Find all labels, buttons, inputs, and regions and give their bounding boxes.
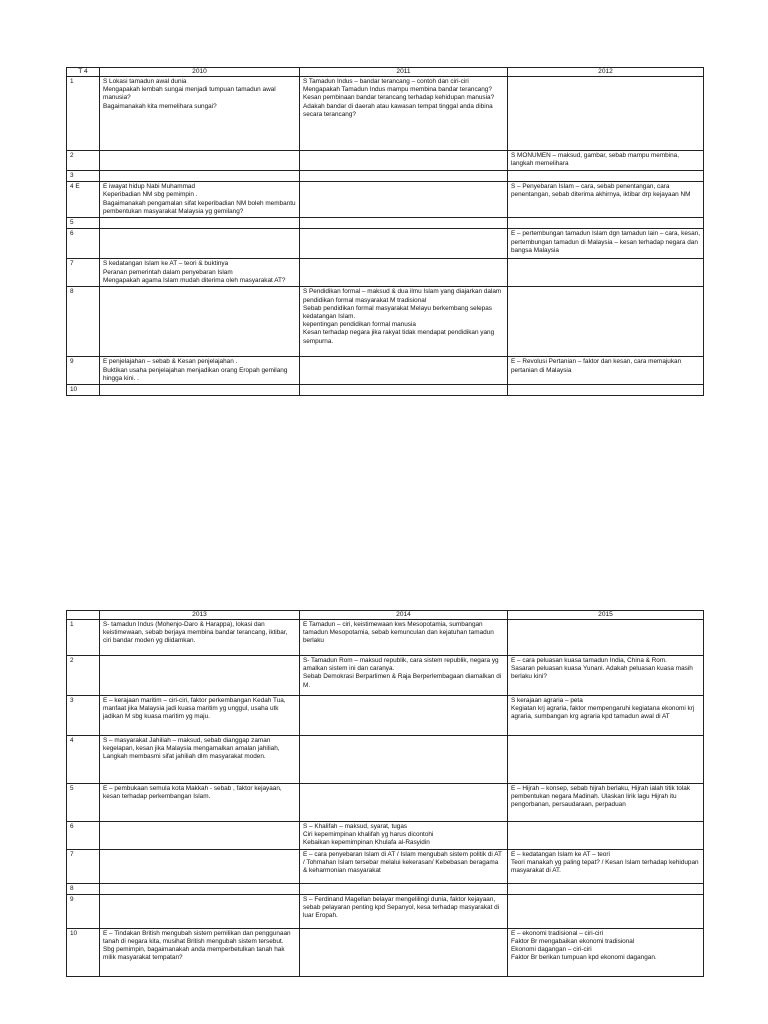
topic-line: S kerajaan agraria – peta [511, 697, 583, 704]
row-number-cell: 5 [67, 784, 100, 822]
topic-cell [508, 849, 704, 883]
topic-cell [100, 784, 300, 822]
header-cell-year: 2015 [508, 611, 704, 620]
topic-line: E – cara penyebaran Islam di AT / Islam mengubah sistem politik di AT / Tohmahan Islam tersebar melalui kekerasan/ Kebebasan beragama & keharmonian masyarakat [303, 850, 502, 875]
row-number-cell: 8 [67, 287, 100, 357]
topic-cell [300, 883, 508, 894]
topic-line: Sebab pendidikan formal masyarakat Melayu berkembang selepas kedatangan Islam. [303, 304, 492, 321]
header-cell-form: T 4 [67, 68, 100, 77]
topic-cell [100, 182, 300, 218]
topic-line: Mengapakah lembah sungai menjadi tumpuan tamadun awal manusia? [103, 86, 276, 102]
table-row [67, 883, 704, 894]
table-row [67, 259, 704, 287]
topic-cell [100, 822, 300, 850]
topic-cell [100, 620, 300, 656]
topic-cell [508, 883, 704, 894]
topic-line: E iwayat hidup Nabi Muhammad [103, 183, 195, 191]
topic-cell [508, 385, 704, 396]
topic-cell [300, 656, 508, 696]
topic-cell [300, 357, 508, 385]
row-number-cell: 10 [67, 385, 100, 396]
topic-cell [300, 620, 508, 656]
header-row [67, 68, 704, 77]
topic-line: kepentingan pendidikan formal manusia [303, 321, 416, 329]
topic-line: Langkah membasmi sifat jahiliah dlm masyarakat moden. [103, 753, 266, 761]
topic-cell [508, 151, 704, 171]
topic-cell [100, 287, 300, 357]
topic-cell [100, 656, 300, 696]
topic-cell [100, 151, 300, 171]
topic-cell [100, 357, 300, 385]
topic-cell [100, 229, 300, 259]
topic-line: S Pendidikan formal – maksud & dua ilmu Islam yang diajarkan dalam pendidikan formal masyarakat M tradisional [303, 288, 502, 304]
topic-line: Peranan pemerintah dalam penyebaran Islam [103, 268, 233, 276]
topic-cell [100, 736, 300, 784]
table-row [67, 229, 704, 259]
topic-line: Bagaimanakah kita memelihara sungai? [103, 102, 217, 110]
row-number-cell: 1 [67, 77, 100, 151]
table-row [67, 736, 704, 784]
topic-line: S Lokasi tamadun awal dunia [103, 78, 187, 85]
topic-line: E penjelajahan – sebab & Kesan penjelajahan . [103, 358, 238, 366]
topic-cell [300, 77, 508, 151]
topic-line: Bagaimanakah pengamalan sifat keperibadian NM boleh membantu pembentukan masyarakat Malaysia yg gemilang? [103, 199, 296, 215]
row-number-cell: 3 [67, 696, 100, 736]
topic-line: E Tamadun – ciri, keistimewaan kws Mesopotamia, sumbangan tamadun Mesopotamia, sebab kemunculan dan kejatuhan tamadun berlaku [303, 621, 494, 645]
topic-cell [508, 357, 704, 385]
row-number-cell: 8 [67, 883, 100, 894]
topic-cell [508, 259, 704, 287]
topic-cell [300, 385, 508, 396]
topic-cell [100, 696, 300, 736]
topic-cell [508, 229, 704, 259]
table-row [67, 171, 704, 182]
row-number-cell: 6 [67, 822, 100, 850]
header-row [67, 611, 704, 620]
row-number-cell: 2 [67, 151, 100, 171]
topic-line: Faktor Br berikan tumpuan kpd ekonomi dagangan. [511, 954, 657, 962]
row-number-cell: 4 [67, 736, 100, 784]
topic-line: Adakah bandar di daerah atau kawasan tempat tinggal anda dibina secara terancang? [303, 102, 493, 118]
topic-line: E – pertembungan tamadun Islam dgn tamadun lain – cara, kesan, pertembungan tamadun di Malaysia – kesan terhadap negara dan bangsa Malaysia [511, 230, 700, 254]
header-cell-year: 2011 [300, 68, 508, 77]
topic-cell [300, 894, 508, 928]
topic-line: Buktikan usaha penjelajahan menjadikan orang Eropah gemilang hingga kini. . [103, 366, 288, 382]
topic-cell [100, 171, 300, 182]
topic-cell [100, 259, 300, 287]
table-row [67, 357, 704, 385]
topic-line: E – kedatangan Islam ke AT – teori [511, 850, 610, 858]
table-row [67, 656, 704, 696]
topic-line: S – Ferdinand Magellan belayar mengelilingi dunia, faktor kejayaan, sebab pelayaran penting kpd Sepanyol, kesa terhadap masyarakat di luar Eropah. [303, 895, 500, 920]
topic-cell [508, 822, 704, 850]
topic-cell [508, 784, 704, 822]
table-row [67, 928, 704, 976]
row-number-cell: 7 [67, 849, 100, 883]
table-row [67, 182, 704, 218]
row-number-cell: 9 [67, 357, 100, 385]
topic-cell [508, 894, 704, 928]
topic-cell [508, 620, 704, 656]
syllabus-table-2013-2015 [66, 610, 704, 977]
row-number-cell: 4 E [67, 182, 100, 218]
table-row [67, 696, 704, 736]
topic-line: S MONUMEN – maksud, gambar, sebab mampu membina, langkah memelihara [511, 152, 679, 168]
topic-cell [508, 218, 704, 229]
topic-line: S- Tamadun Rom – maksud republik, cara sistem republik, negara yg amalkan sistem ini dan caranya. [303, 657, 499, 673]
topic-line: Ekonomi dagangan – ciri-ciri [511, 946, 592, 954]
topic-cell [508, 287, 704, 357]
table-row [67, 620, 704, 656]
topic-cell [300, 928, 508, 976]
table-row [67, 894, 704, 928]
topic-cell [100, 385, 300, 396]
topic-cell [100, 928, 300, 976]
row-number-cell: 7 [67, 259, 100, 287]
topic-line: E – Hijrah – konsep, sebab hijrah berlaku, Hijrah ialah titik tolak pembentukan negara Madinah. Ulaskan lirik lagu Hijrah itu pengorbanan, persaudaraan, perpaduan [511, 785, 691, 809]
topic-cell [508, 696, 704, 736]
header-cell-year: 2012 [508, 68, 704, 77]
topic-cell [300, 229, 508, 259]
topic-cell [100, 77, 300, 151]
header-cell-year: 2013 [100, 611, 300, 620]
topic-cell [300, 287, 508, 357]
topic-cell [100, 849, 300, 883]
topic-cell [300, 182, 508, 218]
topic-line: E – kerajaan maritim – ciri-ciri, faktor perkembangan Kedah Tua, manfaat jika Malaysia jadi kuasa maritim yg unggul, usaha utk jadikan M sbg kuasa maritim yg maju. [103, 697, 286, 721]
topic-cell [508, 182, 704, 218]
topic-line: Kebaikan kepemimpinan Khulafa al-Rasyidin [303, 839, 430, 847]
topic-line: Kesan terhadap negara jika rakyat tidak mendapat pendidikan yang sempurna. [303, 329, 495, 345]
topic-line: S Tamadun Indus – bandar terancang – contoh dan ciri-ciri [303, 78, 469, 85]
topic-line: Faktor Br mengabaikan ekonomi tradisional [511, 938, 635, 946]
topic-line: E – Revolusi Pertanian – faktor dan kesan, cara memajukan pertanian di Malaysia [511, 358, 682, 374]
topic-line: E – pembukaan semula kota Makkah - sebab , faktor kejayaan, kesan terhadap perkembangan Islam. [103, 785, 282, 801]
row-number-cell: 10 [67, 928, 100, 976]
topic-line: Mengapakah Tamadun Indus mampu membina bandar terancang? [303, 86, 492, 94]
topic-line: E – Tindakan British mengubah sistem pemilikan dan penggunaan tanah di negara kita, musihat British mengubah sistem tersebut. Sbg pemimpin, bagaimanakah anda memperbetulkan tanah hak milik masyarakat tempatan? [103, 929, 291, 962]
header-cell-year: 2014 [300, 611, 508, 620]
topic-line: Ciri kepemimpinan khalifah yg harus dicontohi [303, 831, 434, 839]
topic-line: S – masyarakat Jahiliah – maksud, sebab dianggap zaman kegelapan, kesan jika Malaysia mengamalkan amalan jahiliah, [103, 737, 280, 753]
topic-line: Teori manakah yg paling tepat? / Kesan Islam terhadap kehidupan masyarakat di AT. [511, 858, 699, 875]
topic-cell [508, 171, 704, 182]
topic-line: E – ekonomi tradisional – ciri-ciri [511, 929, 603, 937]
table-row [67, 849, 704, 883]
table-row [67, 151, 704, 171]
table-row [67, 218, 704, 229]
topic-cell [300, 171, 508, 182]
topic-line: Sasaran peluasan kuasa Yunani. Adakah peluasan kuasa masih berlaku kini? [511, 665, 693, 681]
topic-line: Mengapakah agama Islam mudah diterima oleh masyarakat AT? [103, 276, 286, 284]
header-cell-form [67, 611, 100, 620]
table-row [67, 287, 704, 357]
header-cell-year: 2010 [100, 68, 300, 77]
topic-line: Kesan pembinaan bandar terancang terhadap kehidupan manusia? [303, 94, 495, 102]
topic-line: Sebab Demokrasi Berparlimen & Raja Berperlembagaan diamalkan di M. [303, 673, 502, 689]
topic-cell [300, 822, 508, 850]
topic-cell [508, 928, 704, 976]
table-row [67, 385, 704, 396]
topic-cell [100, 883, 300, 894]
topic-line: S – Penyebaran Islam – cara, sebab penentangan, cara penentangan, sebab diterima akhirnya, iktibar drp kejayaan NM [511, 183, 691, 199]
table-row [67, 784, 704, 822]
topic-line: S kedatangan Islam ke AT – teori & buktinya [103, 260, 229, 268]
row-number-cell: 3 [67, 171, 100, 182]
topic-cell [300, 849, 508, 883]
topic-cell [100, 218, 300, 229]
topic-cell [100, 894, 300, 928]
row-number-cell: 6 [67, 229, 100, 259]
topic-line: E – cara peluasan kuasa tamadun India, China & Rom. [511, 657, 667, 664]
topic-cell [300, 736, 508, 784]
topic-cell [300, 259, 508, 287]
topic-cell [508, 736, 704, 784]
table-row [67, 822, 704, 850]
topic-line: S- tamadun Indus (Mohenjo-Daro & Harappa), lokasi dan keistimewaan, sebab berjaya membina bandar terancang, iktibar, ciri bandar moden yg diidamkan. [103, 621, 288, 645]
topic-cell [300, 784, 508, 822]
topic-line: Keperibadian NM sbg pemimpin . [103, 191, 198, 199]
topic-line: Kegiatan krj agraria, faktor mempengaruhi kegiatana ekonomi krj agraria, sumbangan krg agraria kpd tamadun awal di AT [511, 705, 695, 721]
row-number-cell: 9 [67, 894, 100, 928]
topic-cell [508, 656, 704, 696]
row-number-cell: 1 [67, 620, 100, 656]
table-row [67, 77, 704, 151]
topic-line: S – Khalifah – maksud, syarat, tugas [303, 823, 408, 830]
syllabus-table-2010-2012 [66, 67, 704, 396]
topic-cell [508, 77, 704, 151]
topic-cell [300, 696, 508, 736]
topic-cell [300, 151, 508, 171]
row-number-cell: 5 [67, 218, 100, 229]
topic-cell [300, 218, 508, 229]
row-number-cell: 2 [67, 656, 100, 696]
